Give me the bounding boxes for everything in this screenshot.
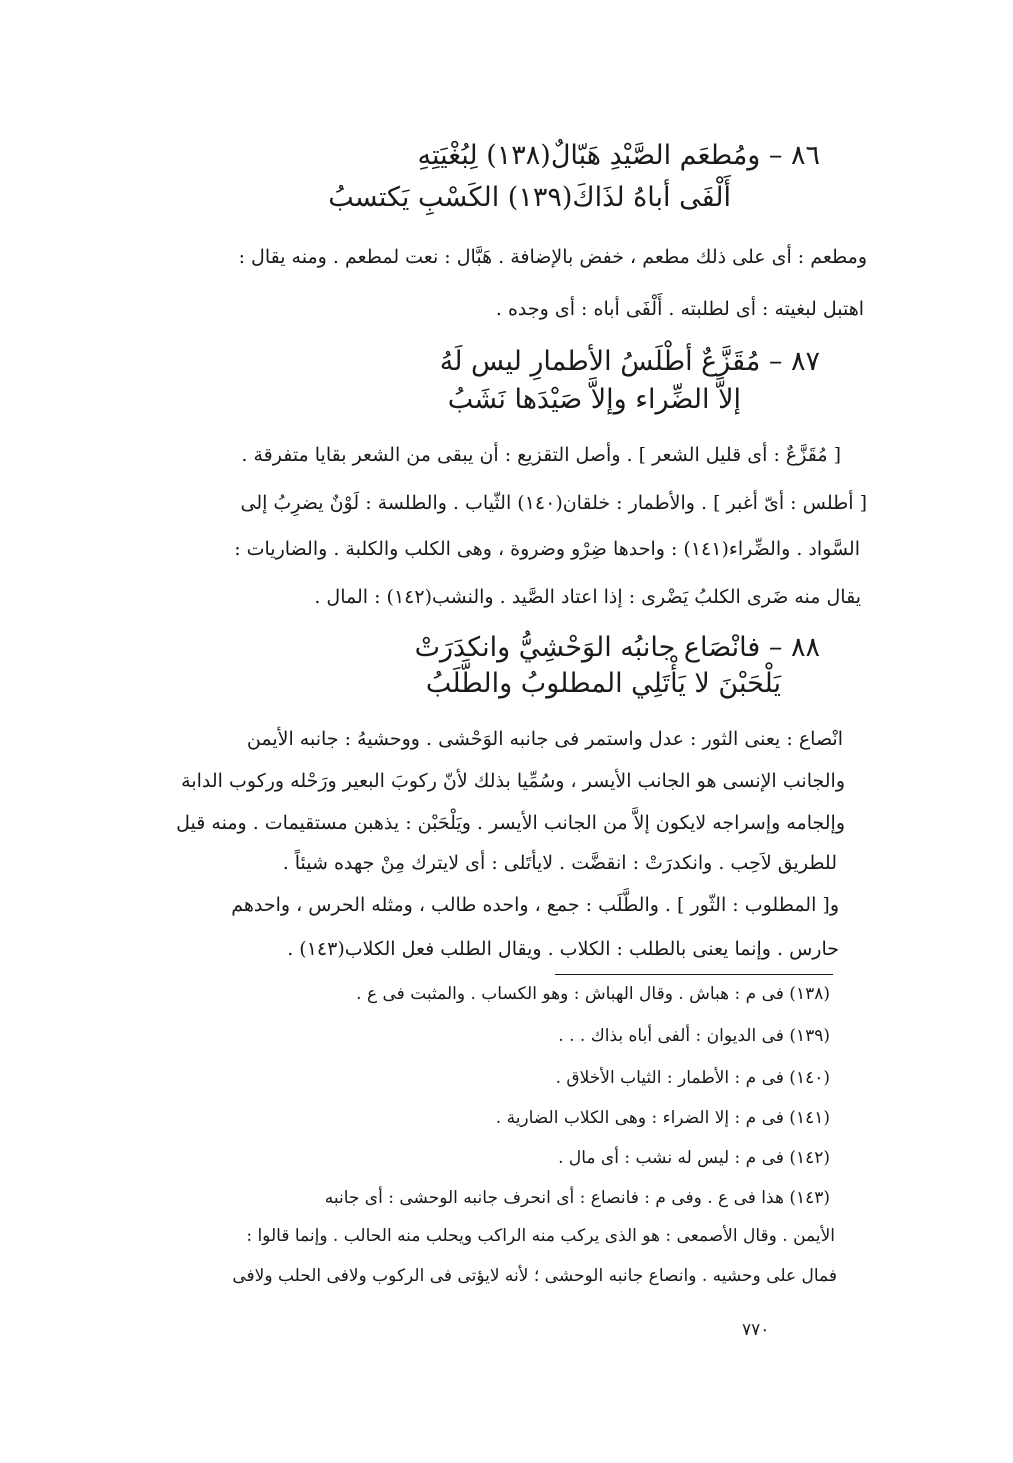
verse-86-first-hemistich: ٨٦ – ومُطعَم الصَّيْدِ هَبّالٌ(١٣٨) لِبُغْيَتِهِ [417, 140, 820, 171]
commentary-line: حارس . وإنما يعنى بالطلب : الكلاب . ويقال الطلب فعل الكلاب(١٤٣) . [287, 938, 839, 960]
verse-88-first-hemistich: ٨٨ – فانْصَاع جانبُه الوَحْشِيُّ وانكدَرَتْ [414, 632, 820, 663]
footnote-143-continued: الأيمن . وقال الأصمعى : هو الذى يركب منه الراكب ويحلب منه الحالب . وإنما قالوا : [246, 1226, 835, 1246]
footnote-140: (١٤٠) فى م : الأطمار : الثياب الأخلاق . [555, 1068, 830, 1088]
commentary-line: [ مُقَزَّعٌ : أى قليل الشعر ] . وأصل التقزيع : أن يبقى من الشعر بقايا متفرقة . [241, 444, 841, 466]
commentary-line: و[ المطلوب : الثّور ] . والطَّلَب : جمع ، واحده طالب ، ومثله الحرس ، واحدهم [231, 894, 839, 916]
commentary-line: يقال منه ضَرى الكلبُ يَضْرى : إذا اعتاد الصَّيد . والنشب(١٤٢) : المال . [314, 586, 861, 608]
footnote-138: (١٣٨) فى م : هباش . وقال الهباش : وهو الكساب . والمثبت فى ع . [356, 984, 830, 1004]
footnote-141: (١٤١) فى م : إلا الضراء : وهى الكلاب الضارية . [495, 1108, 830, 1128]
commentary-line: [ أطلس : أىّ أغبر ] . والأطمار : خلقان(١٤٠) الثّياب . والطلسة : لَوْنٌ يضرِبُ إلى [240, 492, 867, 514]
commentary-line: والجانب الإنسى هو الجانب الأيسر ، وسُمِّيا بذلك لأنّ ركوبَ البعير ورَحْله وركوب الدابة [181, 770, 845, 792]
commentary-line: السَّواد . والضِّراء(١٤١) : واحدها ضِرْو وضروة ، وهى الكلب والكلبة . والضاريات : [234, 538, 860, 560]
commentary-line: ومطعم : أى على ذلك مطعم ، خفض بالإضافة . هَبَّال : نعت لمطعم . ومنه يقال : [238, 246, 867, 268]
page-number: ٧٧٠ [742, 1320, 770, 1340]
footnote-143: (١٤٣) هذا فى ع . وفى م : فانصاع : أى انحرف جانبه الوحشى : أى جانبه [324, 1188, 830, 1208]
verse-87-second-hemistich: إلاَّ الضِّراء وإلاَّ صَيْدَها نَشَبُ [447, 384, 741, 415]
verse-88-second-hemistich: يَلْحَبْنَ لا يَأْتَلِي المطلوبُ والطَّلَبُ [425, 668, 781, 699]
commentary-line: انْصاع : يعنى الثور : عدل واستمر فى جانبه الوَحْشى . ووحشيهُ : جانبه الأيمن [246, 728, 843, 750]
footnote-142: (١٤٢) فى م : ليس له نشب : أى مال . [558, 1148, 830, 1168]
footnote-143-continued: فمال على وحشيه . وانصاع جانبه الوحشى ؛ لأنه لايؤتى فى الركوب ولافى الحلب ولافى [232, 1266, 837, 1286]
commentary-line: للطريق لاَحِب . وانكدرَتْ : انقضَّت . لايأتَلى : أى لايترك مِنْ جهده شيئاً . [282, 852, 837, 874]
commentary-line: وإلجامه وإسراجه لايكون إلاَّ من الجانب الأيسر . ويَلْحَبْن : يذهبن مستقيمات . ومنه قيل [176, 812, 845, 834]
footnote-separator [555, 974, 833, 975]
commentary-line: اهتبل لبغيته : أى لطلبته . أَلْفَى أباه : أى وجده . [495, 298, 864, 320]
verse-86-second-hemistich: أَلْفَى أباهُ لذَاكَ(١٣٩) الكَسْبِ يَكتسبُ [328, 182, 731, 213]
verse-87-first-hemistich: ٨٧ – مُقَزَّعٌ أطْلَسُ الأطمارِ ليس لَهُ [439, 346, 820, 377]
footnote-139: (١٣٩) فى الديوان : ألفى أباه بذاك . . . [558, 1026, 830, 1046]
